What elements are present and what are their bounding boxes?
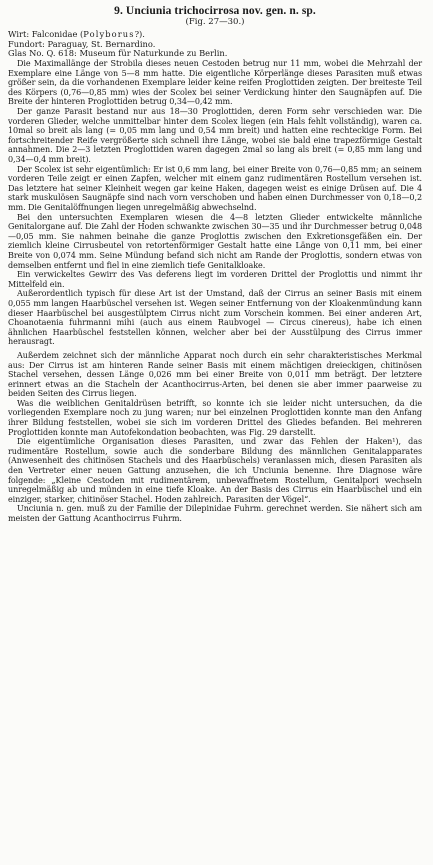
paragraph-male-organs: Bei den untersuchten Exemplaren wiesen die 4—8 letzten Glieder entwickelte männliche Genitalorgane auf. Die Zahl der Hoden schwankte zwischen 30—35 und ihr Durchmesser betrug 0,048—0,05 mm. Sie nahmen beinahe die ganze Proglottis zwischen den Exkretionsgefäßen ein. Der ziemlich kleine Cirrusbeutel von retortenförmiger Gestalt hatte eine Länge von 0,11 mm, bei einer Breite von 0,074 mm. Seine Mündung befand sich nicht am Rande der Proglottis, sondern etwas von demselben entfernt und fiel in eine ziemlich tiefe Genitalkloake. <box>8 212 422 270</box>
paragraph-strobila: Die Maximallänge der Strobila dieses neuen Cestoden betrug nur 11 mm, wobei die Mehrzahl der Exemplare eine Länge von 5—8 mm hatte. Die eigentliche Körperlänge dieses Parasiten muß etwas größer sein, da die vorhandenen Exemplare leider keine reifen Proglottiden zeigten. Der breiteste Teil des Körpers (0,76—0,85 mm) wies der Scolex bei seiner Verdickung hinter den Saugnäpfen auf. Die Breite der hinteren Proglottiden betrug 0,34—0,42 mm. <box>8 59 422 107</box>
paragraph-family: Unciunia n. gen. muß zu der Familie der Dilepinidae Fuhrm. gerechnet werden. Sie nähert sich am meisten der Gattung Acanthocirrus Fuhrm. <box>8 504 422 524</box>
collection-line: Glas No. Q. 618: Museum für Naturkunde zu Berlin. <box>8 48 228 59</box>
paragraph-scolex: Der Scolex ist sehr eigentümlich: Er ist 0,6 mm lang, bei einer Breite von 0,76—0,85 mm; an seinem vorderen Teile zeigt er einen Zapfen, welcher mit einem ganz rudimentären Rostellum versehen ist. Das letztere hat seiner Kleinheit wegen gar keine Haken, dagegen weist es einige Drüsen auf. Die 4 stark muskulösen Saugnäpfe sind nach vorn verschoben und haben einen Durchmesser von 0,18—0,2 mm. Die Genitalöffnungen liegen unregelmäßig abwechselnd. <box>8 164 422 213</box>
paragraph-hair-tuft: Außerordentlich typisch für diese Art ist der Umstand, daß der Cirrus an seiner Basis mit einem 0,055 mm langen Haarbüschel versehen ist. Wegen seiner Entfernung von der Kloakenmündung kann dieser Haarbüschel bei ausgestülptem Cirrus nicht zum Vorschein kommen. Bei einer anderen Art, Choanotaenia fuhrmanni mihi (auch aus einem Raubvogel — Circus cinereus), habe ich einen ähnlichen Haarbüschel feststellen können, welcher aber bei der Ausstülpung des Cirrus immer herausragt. <box>8 289 422 347</box>
locality-line: Fundort: Paraguay, St. Bernardino. <box>8 38 156 49</box>
paragraph-female-organs: Was die weiblichen Genitaldrüsen betrifft, so konnte ich sie leider nicht untersuchen, da die vorliegenden Exemplare noch zu jung waren; nur bei einzelnen Proglottiden konnte man den Anfang ihrer Bildung feststellen, wobei sie sich im vorderen Drittel des Gliedes befanden. Bei mehreren Proglottiden konnte man Autofekondation beobachten, was Fig. 29 darstellt. <box>8 398 422 437</box>
paragraph-diagnosis: Die eigentümliche Organisation dieses Parasiten, und zwar das Fehlen der Haken¹), das rudimentäre Rostellum, sowie auch die sonderbare Bildung des männlichen Genitalapparates (Anwesenheit des chitinösen Stachels und des Haarbüschels) veranlassen mich, diesen Parasiten als den Vertreter einer neuen Gattung anzusehen, die ich Unciunia benenne. Ihre Diagnose wäre folgende: „Kleine Cestoden mit rudimentärem, unbewaffnetem Rostellum, Genitalpori wechseln unregelmäßig ab und münden in eine tiefe Kloake. An der Basis des Cirrus ein Haarbüschel und ein einziger, starker, chitinöser Stachel. Hoden zahlreich. Parasiten der Vögel“. <box>8 437 422 504</box>
paragraph-proglottids: Der ganze Parasit bestand nur aus 18—30 Proglottiden, deren Form sehr verschieden war. Die vorderen Glieder, welche unmittelbar hinter dem Scolex liegen (ein Hals fehlt vollständig), waren ca. 10mal so breit als lang (= 0,05 mm lang und 0,54 mm breit) und hatten eine rechteckige Form. Bei fortschreitender Reife vergrößerte sich schnell ihre Länge, wobei sie bald eine trapezförmige Gestalt annahmen. Die 2—3 letzten Proglottiden waren dagegen 2mal so lang als breit (= 0,85 mm lang und 0,34—0,4 mm breit). <box>8 107 422 165</box>
paragraph-vas-deferens: Ein verwickeltes Gewirr des Vas deferens liegt im vorderen Drittel der Proglottis und nimmt ihr Mittelfeld ein. <box>8 270 422 289</box>
host-label: Wirt: Falconidae ( <box>8 29 84 39</box>
section-title: 9. Unciunia trichocirrosa nov. gen. n. sp. <box>114 5 316 17</box>
figure-reference: (Fig. 27—30.) <box>185 17 245 27</box>
paragraph-spine: Außerdem zeichnet sich der männliche Apparat noch durch ein sehr charakteristisches Merkmal aus: Der Cirrus ist am hinteren Rande seiner Basis mit einem mächtigen dreieckigen, chitinösen Stachel versehen, dessen Länge 0,026 mm bei einer Breite von 0,011 mm beträgt. Der letztere erinnert etwas an die Stacheln der Acanthocirrus-Arten, bei denen sie aber immer paarweise zu beiden Seiten des Cirrus liegen. <box>8 350 422 399</box>
host-genus: Polyborus <box>83 29 135 39</box>
host-end: ?). <box>134 29 145 39</box>
